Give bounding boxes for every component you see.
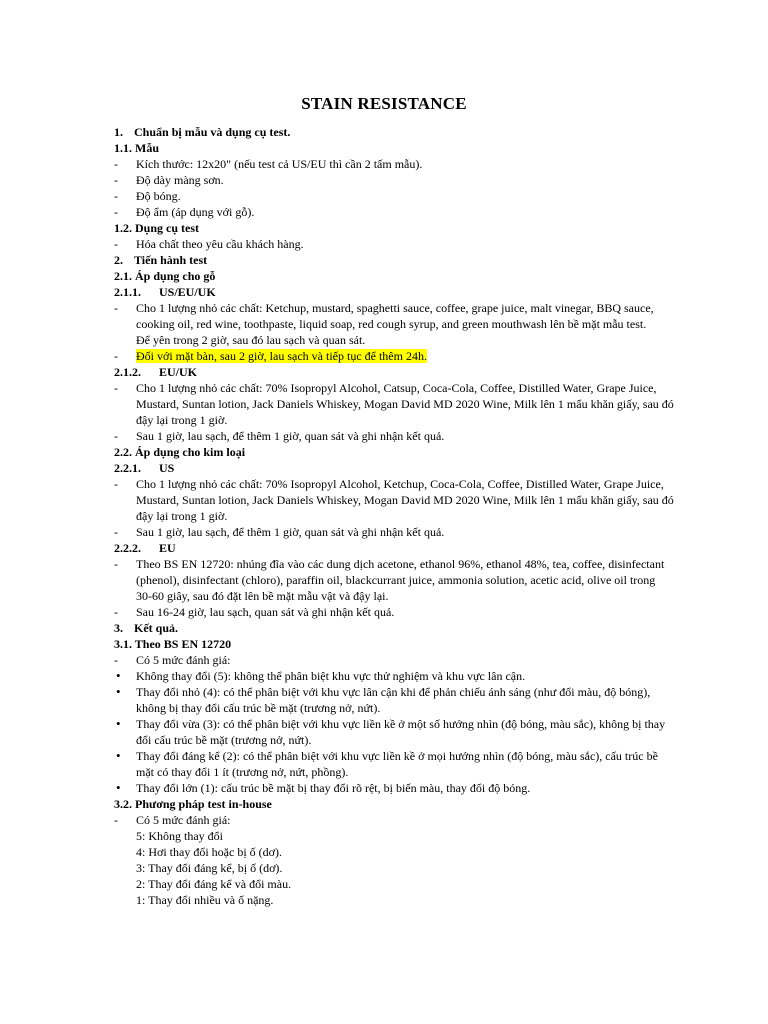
section-number: 2.1.2. — [114, 365, 141, 379]
section-title: Chuẩn bị mẫu và dụng cụ test. — [134, 125, 291, 139]
dash-marker: - — [114, 349, 118, 363]
dash-marker: - — [114, 557, 118, 571]
section-number: 2. — [114, 253, 123, 267]
bullet-marker: • — [116, 748, 121, 763]
bullet-item: • Thay đổi vừa (3): có thể phân biệt với khu vực liền kề ở một số hướng nhìn (độ bóng, màu sắc), không bị thay đổi cấu trúc bề mặt (trương nở, nứt). — [116, 716, 666, 747]
dash-marker: - — [114, 173, 118, 187]
dash-marker: - — [114, 653, 118, 667]
rating-level: 1: Thay đổi nhiều và ố nặng. — [136, 893, 274, 907]
list-item: - Cho 1 lượng nhỏ các chất: 70% Isopropyl Alcohol, Catsup, Coca-Cola, Coffee, Distilled Water, Grape Juice, Mustard, Suntan lotion, Jack Daniels Whiskey, Mogan David MD 2020 Wine, Milk lên 1 mẩu khăn giấy, sau đó đậy lại trong 1 giờ. — [114, 381, 674, 427]
page-title: STAIN RESISTANCE — [301, 94, 467, 113]
section-heading-2 — [114, 252, 674, 268]
bullet-item: • Thay đổi đáng kể (2): có thể phân biệt với khu vực liền kề ở mọi hướng nhìn (độ bóng, màu sắc), cấu trúc bề mặt có thay đổi 1 ít (trương nở, nứt, phồng). — [116, 748, 658, 779]
section-title: Tiến hành test — [134, 253, 208, 267]
bullet-marker: • — [116, 780, 121, 795]
section-number: 1. — [114, 125, 123, 139]
list-item: - Sau 1 giờ, lau sạch, để thêm 1 giờ, quan sát và ghi nhận kết quả. — [114, 429, 445, 443]
subsection-heading-1-2: 1.2. Dụng cụ test — [114, 221, 200, 235]
section-number: 3. — [114, 621, 123, 635]
dash-marker: - — [114, 429, 118, 443]
section-number: 2.2.2. — [114, 541, 141, 555]
bullet-item: • Không thay đổi (5): không thể phân biệt khu vực thử nghiệm và khu vực lân cận. — [116, 668, 526, 683]
section-number: 2.1.1. — [114, 285, 141, 299]
subsection-heading-1-1: 1.1. Mẫu — [114, 141, 159, 155]
subsection-heading-2-1: 2.1. Áp dụng cho gỗ — [114, 269, 216, 283]
rating-level: 2: Thay đổi đáng kể và đổi màu. — [136, 877, 292, 891]
dash-marker: - — [114, 205, 118, 219]
dash-marker: - — [114, 381, 118, 395]
section-title: Kết quả. — [134, 621, 179, 635]
subsection-heading-2-2-1 — [114, 460, 674, 476]
dash-marker: - — [114, 301, 118, 315]
subsection-heading-3-2: 3.2. Phương pháp test in-house — [114, 797, 272, 811]
section-title: EU/UK — [159, 365, 198, 379]
list-item: - Cho 1 lượng nhỏ các chất: 70% Isopropyl Alcohol, Ketchup, Coca-Cola, Coffee, Distilled Water, Grape Juice, Mustard, Suntan lotion, Jack Daniels Whiskey, Mogan David MD 2020 Wine, Milk lên 1 mẩu khăn giấy, sau đó đậy lại trong 1 giờ. — [114, 477, 674, 523]
dash-marker: - — [114, 813, 118, 827]
bullet-marker: • — [116, 716, 121, 731]
bullet-item: • Thay đổi nhỏ (4): có thể phân biệt với khu vực lân cận khi để phản chiếu ánh sáng (như đổi màu, độ bóng), không bị thay đổi cấu trúc bề mặt (trương nở, nứt). — [116, 684, 651, 715]
list-item: - Có 5 mức đánh giá: — [114, 813, 231, 827]
dash-marker: - — [114, 189, 118, 203]
list-item: - Độ dày màng sơn. — [114, 173, 224, 187]
section-title: US — [159, 461, 175, 475]
section-heading-1 — [114, 124, 674, 140]
dash-marker: - — [114, 157, 118, 171]
list-item: - Cho 1 lượng nhỏ các chất: Ketchup, mustard, spaghetti sauce, coffee, grape juice, malt vinegar, BBQ sauce, cooking oil, red wine, toothpaste, liquid soap, red cough syrup, and green mouthwash lên bề mặt mẫu test. — [114, 301, 654, 331]
rating-level: 3: Thay đổi đáng kể, bị ố (dơ). — [136, 861, 283, 875]
bullet-marker: • — [116, 668, 121, 683]
list-item: - Theo BS EN 12720: nhúng đĩa vào các dung dịch acetone, ethanol 96%, ethanol 48%, tea, coffee, disinfectant (phenol), disinfectant (chloro), paraffin oil, blackcurrant juice, ammonia solution, acetic acid, olive oil trong 30-60 giây, sau đó đặt lên bề mặt mẫu vật và đậy lại. — [114, 557, 665, 603]
section-number: 2.2.1. — [114, 461, 141, 475]
bullet-marker: • — [116, 684, 121, 699]
subsection-heading-2-2-2 — [114, 540, 674, 556]
list-item-continuation: Để yên trong 2 giờ, sau đó lau sạch và quan sát. — [136, 333, 366, 347]
list-item: - Hóa chất theo yêu cầu khách hàng. — [114, 237, 304, 251]
subsection-heading-2-2: 2.2. Áp dụng cho kim loại — [114, 445, 246, 459]
section-heading-3 — [114, 620, 674, 636]
list-item: - Có 5 mức đánh giá: — [114, 653, 231, 667]
section-title: US/EU/UK — [159, 285, 216, 299]
bullet-item: • Thay đổi lớn (1): cấu trúc bề mặt bị thay đổi rõ rệt, bị biến màu, thay đổi độ bóng. — [116, 780, 531, 795]
list-item: - Sau 16-24 giờ, lau sạch, quan sát và ghi nhận kết quả. — [114, 605, 395, 619]
subsection-heading-2-1-1 — [114, 284, 674, 300]
highlighted-text: Đối với mặt bàn, sau 2 giờ, lau sạch và tiếp tục để thêm 24h. — [136, 349, 427, 363]
list-item: - Sau 1 giờ, lau sạch, để thêm 1 giờ, quan sát và ghi nhận kết quả. — [114, 525, 445, 539]
document-body — [114, 124, 674, 908]
dash-marker: - — [114, 525, 118, 539]
list-item — [114, 348, 674, 364]
list-item: - Kích thước: 12x20" (nếu test cả US/EU thì cần 2 tấm mẫu). — [114, 157, 423, 171]
dash-marker: - — [114, 237, 118, 251]
dash-marker: - — [114, 477, 118, 491]
list-item: - Độ bóng. — [114, 189, 181, 203]
rating-level: 5: Không thay đổi — [136, 829, 223, 843]
list-item: - Độ ẩm (áp dụng với gỗ). — [114, 205, 255, 219]
dash-marker: - — [114, 605, 118, 619]
section-title: EU — [159, 541, 176, 555]
subsection-heading-3-1: 3.1. Theo BS EN 12720 — [114, 637, 232, 651]
rating-level: 4: Hơi thay đổi hoặc bị ố (dơ). — [136, 845, 282, 859]
subsection-heading-2-1-2 — [114, 364, 674, 380]
